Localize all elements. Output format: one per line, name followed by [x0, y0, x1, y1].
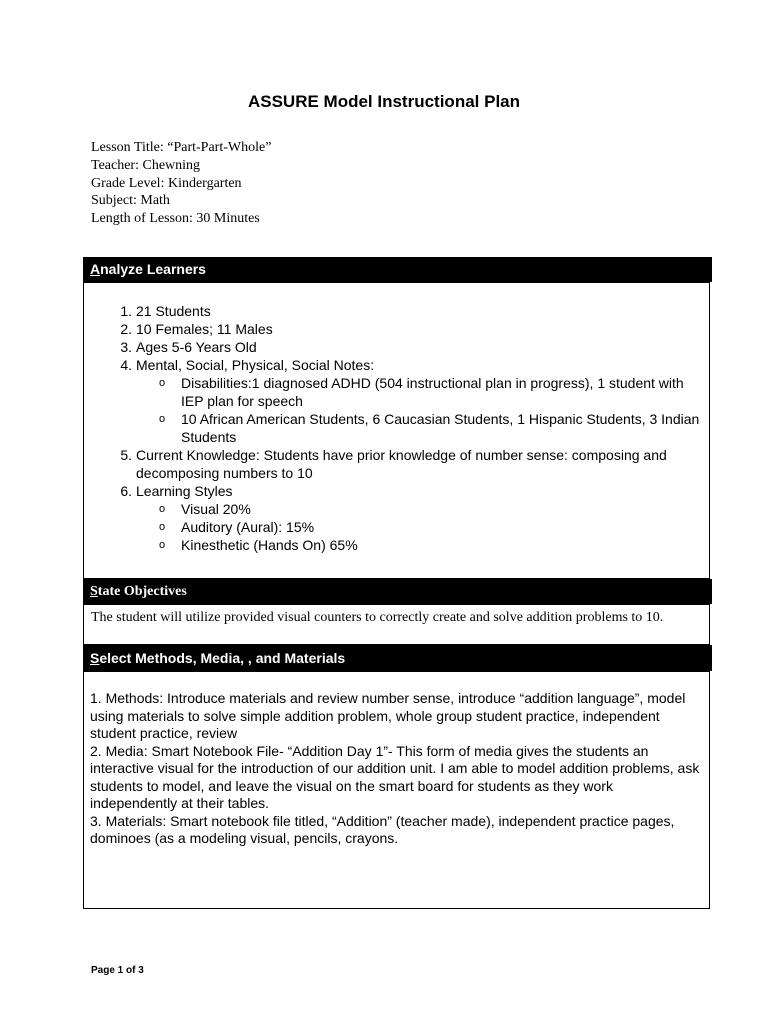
methods-paragraph: 1. Methods: Introduce materials and review number sense, introduce “addition language”, model using materials to solve simple addition problem, whole group student practice, independent student practice, review [90, 690, 686, 741]
list-item [84, 356, 696, 374]
bullet-icon: o [159, 521, 166, 533]
media-paragraph: 2. Media: Smart Notebook File- “Addition Day 1”- This form of media gives the students an interactive visual for the introduction of our addition unit. I am able to model addition problems, ask students to model, and leave the visual on the smart board for students as they work independently at their tables. [90, 742, 700, 811]
grade-level: Grade Level: Kindergarten [91, 175, 242, 191]
lesson-meta [91, 139, 271, 228]
analyze-header-text: nalyze Learners [100, 261, 206, 277]
select-methods-header [83, 645, 712, 671]
sub-list-item [84, 500, 701, 518]
methods-header-text: elect Methods, Media, , and Materials [99, 650, 346, 666]
sub-list-item [84, 518, 701, 536]
sub-list-text: Kinesthetic (Hands On) 65% [181, 537, 358, 553]
select-methods-section [83, 671, 710, 909]
sub-list-text: 10 African American Students, 6 Caucasian Students, 1 Hispanic Students, 3 Indian Students [181, 411, 700, 445]
sub-list-text: Visual 20% [181, 501, 251, 517]
sub-list-text: Disabilities:1 diagnosed ADHD (504 instructional plan in progress), 1 student with IEP plan for speech [181, 375, 684, 409]
bullet-icon: o [159, 377, 166, 389]
page-number: Page 1 of 3 [91, 965, 144, 976]
list-number: 1. [120, 303, 132, 319]
bullet-icon: o [159, 503, 166, 515]
materials-paragraph: 3. Materials: Smart notebook file titled, “Addition” (teacher made), independent practice pages, dominoes (as a modeling visual, pencils, crayons. [90, 812, 675, 846]
list-number: 5. [120, 447, 132, 463]
list-text: 10 Females; 11 Males [136, 321, 273, 337]
methods-header-initial: S [90, 650, 100, 666]
list-text: Mental, Social, Physical, Social Notes: [136, 357, 375, 373]
learner-list [84, 302, 701, 554]
sub-list-text: Auditory (Aural): 15% [181, 519, 315, 535]
state-objectives-section [83, 604, 710, 645]
list-item [84, 320, 696, 338]
methods-body [90, 690, 702, 848]
list-item [84, 302, 696, 320]
objective-text: The student will utilize provided visual counters to correctly create and solve addition problems to 10. [91, 610, 664, 625]
analyze-header-initial: A [90, 261, 101, 277]
subject: Subject: Math [91, 193, 170, 209]
list-number: 2. [120, 321, 132, 337]
sub-list-item [84, 374, 701, 410]
bullet-icon: o [159, 413, 166, 425]
list-text: Current Knowledge: Students have prior knowledge of number sense: composing and decomposing numbers to 10 [136, 447, 667, 481]
lesson-title: Lesson Title: “Part-Part-Whole” [91, 140, 272, 155]
sub-list-item [84, 536, 701, 554]
state-objectives-header [83, 579, 712, 604]
teacher: Teacher: Chewning [91, 157, 201, 173]
lesson-length: Length of Lesson: 30 Minutes [91, 211, 260, 227]
objectives-header-initial: S [90, 584, 98, 599]
list-text: Learning Styles [136, 483, 233, 499]
analyze-learners-section [83, 282, 710, 579]
list-number: 3. [120, 339, 132, 355]
objectives-header-text: tate Objectives [97, 584, 187, 599]
list-text: 21 Students [136, 303, 211, 319]
analyze-learners-header [83, 257, 712, 282]
list-item [84, 338, 696, 356]
list-text: Ages 5-6 Years Old [136, 339, 257, 355]
list-item [84, 446, 696, 482]
list-number: 4. [120, 357, 132, 373]
sub-list-item [84, 410, 701, 446]
list-number: 6. [120, 483, 132, 499]
list-item [84, 482, 696, 500]
bullet-icon: o [159, 539, 166, 551]
document-title: ASSURE Model Instructional Plan [247, 92, 521, 111]
